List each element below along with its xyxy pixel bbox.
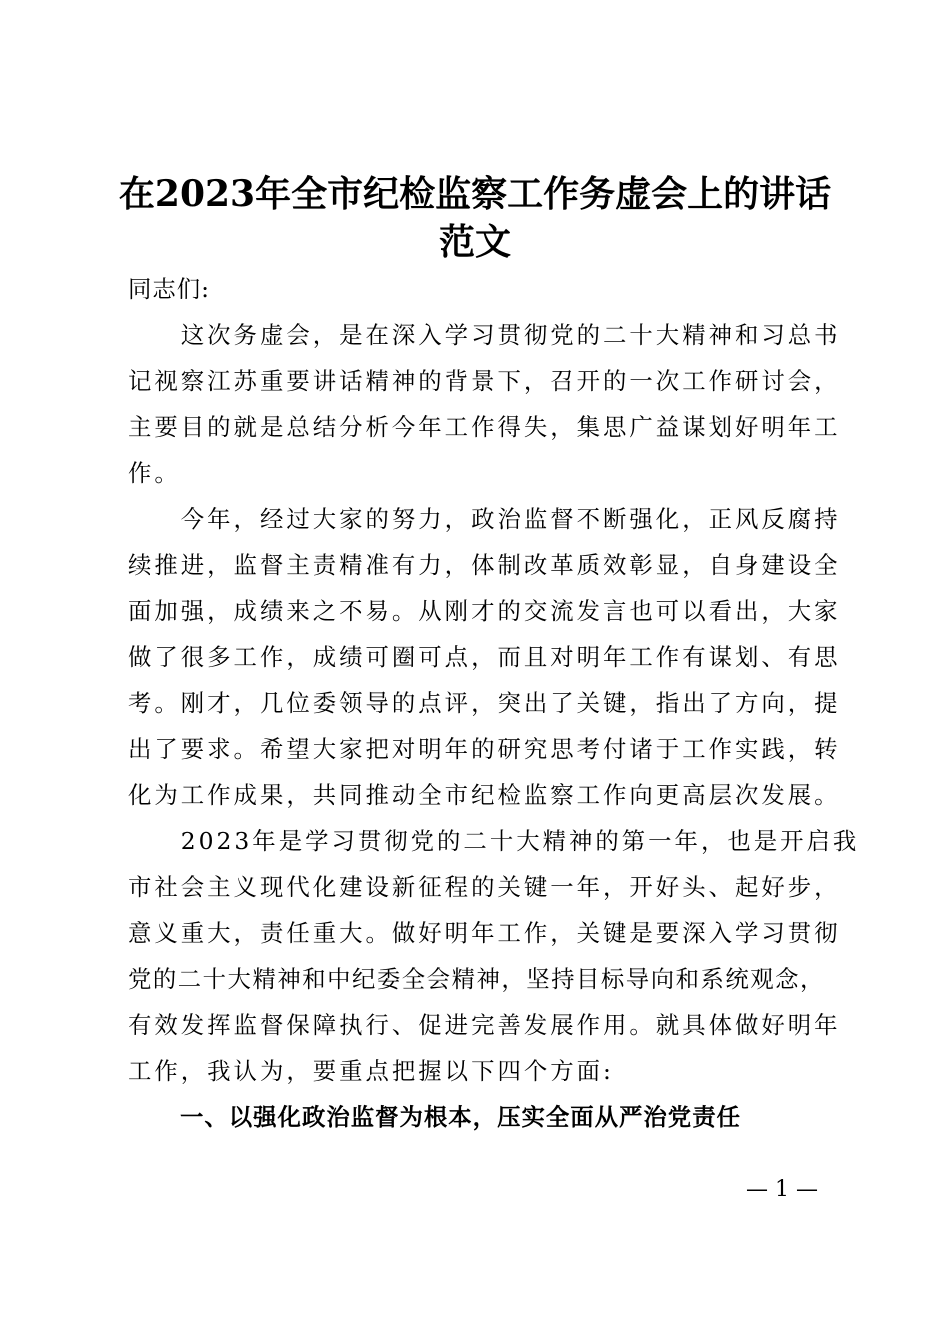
paragraph-1-line-1: 这次务虚会，是在深入学习贯彻党的二十大精神和习总书 [128, 321, 841, 349]
paragraph-3-line-4: 党的二十大精神和中纪委全会精神，坚持目标导向和系统观念， [128, 965, 825, 993]
paragraph-1-line-4: 作。 [128, 459, 181, 487]
paragraph-2-line-5: 考。刚才，几位委领导的点评，突出了关键，指出了方向，提 [128, 689, 841, 717]
paragraph-3-line-6: 工作，我认为，要重点把握以下四个方面: [128, 1057, 614, 1085]
paragraph-1-line-2: 记视察江苏重要讲话精神的背景下，召开的一次工作研讨会， [128, 367, 841, 395]
section-heading-1: 一、以强化政治监督为根本，压实全面从严治党责任 [180, 1103, 741, 1131]
page-number: — 1 — [746, 1177, 818, 1202]
paragraph-2-line-6: 出了要求。希望大家把对明年的研究思考付诸于工作实践，转 [128, 735, 841, 763]
paragraph-3-line-5: 有效发挥监督保障执行、促进完善发展作用。就具体做好明年 [128, 1011, 841, 1039]
paragraph-3-line-1: 2023年是学习贯彻党的二十大精神的第一年，也是开启我 [128, 827, 860, 855]
document-title-line-1: 在2023年全市纪检监察工作务虚会上的讲话 [118, 173, 832, 215]
paragraph-2-line-3: 面加强，成绩来之不易。从刚才的交流发言也可以看出，大家 [128, 597, 841, 625]
paragraph-1-line-3: 主要目的就是总结分析今年工作得失，集思广益谋划好明年工 [128, 413, 841, 441]
paragraph-3-line-2: 市社会主义现代化建设新征程的关键一年，开好头、起好步， [128, 873, 841, 901]
paragraph-2-line-1: 今年，经过大家的努力，政治监督不断强化，正风反腐持 [128, 505, 841, 533]
salutation: 同志们: [128, 275, 211, 303]
document-title-line-2: 范文 [438, 221, 511, 263]
paragraph-2-line-2: 续推进，监督主责精准有力，体制改革质效彰显，自身建设全 [128, 551, 841, 579]
paragraph-3-line-3: 意义重大，责任重大。做好明年工作，关键是要深入学习贯彻 [128, 919, 841, 947]
paragraph-2-line-4: 做了很多工作，成绩可圈可点，而且对明年工作有谋划、有思 [128, 643, 841, 671]
paragraph-2-line-7: 化为工作成果，共同推动全市纪检监察工作向更高层次发展。 [128, 781, 841, 809]
